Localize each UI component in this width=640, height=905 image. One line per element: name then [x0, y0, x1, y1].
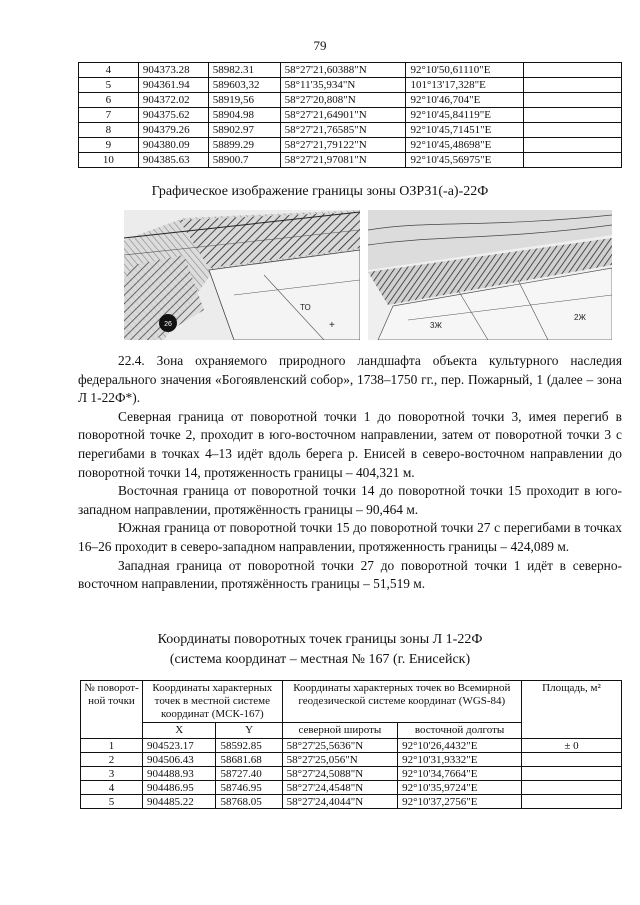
- table-cell: [522, 795, 622, 809]
- table-cell: 904361.94: [138, 78, 208, 93]
- paragraph: 22.4. Зона охраняемого природного ландшафта объекта культурного наследия федерального значения «Богоявленский собор», 1738–1750 гг., пер. Пожарный, 1 (далее – зона Л 1-22Ф*).: [78, 353, 622, 406]
- figure-caption: Графическое изображение границы зоны ОЗРЗ1(-а)-22Ф: [151, 184, 489, 199]
- svg-text:+: +: [329, 320, 335, 331]
- table-cell: 58592.85: [216, 739, 282, 753]
- table-cell: 904523.17: [143, 739, 216, 753]
- table-cell: 92°10'26,4432"E: [398, 739, 522, 753]
- table-cell: 92°10'45,48698"E: [406, 138, 524, 153]
- table-cell: 904373.28: [138, 63, 208, 78]
- table-cell: 904372.02: [138, 93, 208, 108]
- table-cell: 92°10'37,2756"E: [398, 795, 522, 809]
- table-cell: [524, 78, 622, 93]
- map-right-label-2: 2Ж: [574, 313, 586, 322]
- table-cell: 58982.31: [208, 63, 280, 78]
- table-cell: [524, 63, 622, 78]
- paragraph: Восточная граница от поворотной точки 14 до поворотной точки 15 проходит в юго-западном направлении, протяжённость границы – 90,464 м.: [78, 483, 622, 517]
- table-cell: [522, 781, 622, 795]
- table-cell: 58°27'25,5636"N: [282, 739, 397, 753]
- table-cell: [522, 767, 622, 781]
- table-cell: 58°27'24,5088"N: [282, 767, 397, 781]
- body-text: [78, 352, 622, 594]
- table-cell: [524, 123, 622, 138]
- table-cell: 4: [81, 781, 143, 795]
- table-cell: 58°27'21,64901"N: [280, 108, 406, 123]
- header-point-number: № поворот-ной точки: [81, 681, 143, 739]
- map-right-drawing: [368, 210, 612, 340]
- circle-marker-label: 26: [164, 321, 172, 328]
- table-cell: 92°10'45,71451"E: [406, 123, 524, 138]
- table-row: [79, 108, 622, 123]
- table-cell: 5: [81, 795, 143, 809]
- table-cell: 58°11'35,934"N: [280, 78, 406, 93]
- table-row: [79, 153, 622, 168]
- table-cell: [524, 93, 622, 108]
- table-cell: 92°10'45,56975"E: [406, 153, 524, 168]
- table-row: [79, 123, 622, 138]
- table-cell: 5: [79, 78, 139, 93]
- table-cell: 101°13'17,328"E: [406, 78, 524, 93]
- table-cell: [522, 753, 622, 767]
- paragraph: Западная граница от поворотной точки 27 до поворотной точки 1 идёт в северно-восточном направлении, протяжённость границы – 51,519 м.: [78, 557, 622, 592]
- header-longitude: восточной долготы: [398, 723, 522, 739]
- table-cell: 904485.22: [143, 795, 216, 809]
- coord-caption-line-2: (система координат – местная № 167 (г. Енисейск): [169, 652, 471, 667]
- table-row: [81, 753, 622, 767]
- table-cell: 58902.97: [208, 123, 280, 138]
- table-cell: 58°27'21,79122"N: [280, 138, 406, 153]
- table-row: [81, 795, 622, 809]
- coord-caption-line-1: Координаты поворотных точек границы зоны Л 1-22Ф: [157, 632, 483, 647]
- table-cell: 58919,56: [208, 93, 280, 108]
- header-latitude: северной широты: [282, 723, 397, 739]
- table-cell: 92°10'34,7664"E: [398, 767, 522, 781]
- table-cell: 904380.09: [138, 138, 208, 153]
- table-row: [79, 138, 622, 153]
- table-cell: 58°27'21,76585"N: [280, 123, 406, 138]
- table-cell: 92°10'50,61110"E: [406, 63, 524, 78]
- paragraph: Северная граница от поворотной точки 1 до поворотной точки 3, имея перегиб в поворотной точке 2, проходит в юго-восточном направлении, затем от поворотной точки 3 с перегибами в точках 4–13 идёт вдоль берега р. Енисей в северо-восточном направлении до поворотной точки 14, протяженность границы – 404,321 м.: [78, 408, 622, 480]
- table-cell: [524, 108, 622, 123]
- table-cell: 58°27'25,056"N: [282, 753, 397, 767]
- table-cell: 904385.63: [138, 153, 208, 168]
- header-area: Площадь, м²: [522, 681, 622, 739]
- map-right-label-1: 3Ж: [430, 321, 442, 330]
- header-y: Y: [216, 723, 282, 739]
- header-x: X: [143, 723, 216, 739]
- table-cell: 10: [79, 153, 139, 168]
- table-cell: 9: [79, 138, 139, 153]
- map-left-label: ТО: [300, 303, 311, 312]
- page-number: 79: [313, 38, 327, 53]
- table-cell: [524, 153, 622, 168]
- table-cell: 58900.7: [208, 153, 280, 168]
- table-cell: ± 0: [522, 739, 622, 753]
- table-cell: 2: [81, 753, 143, 767]
- table-cell: 904488.93: [143, 767, 216, 781]
- table-cell: 92°10'45,84119"E: [406, 108, 524, 123]
- table-cell: 58768.05: [216, 795, 282, 809]
- table-cell: 58°27'24,4044"N: [282, 795, 397, 809]
- map-image-left: [124, 210, 360, 340]
- table-cell: 6: [79, 93, 139, 108]
- table-cell: 589603,32: [208, 78, 280, 93]
- table-cell: 58°27'24,4548"N: [282, 781, 397, 795]
- table-cell: 58°27'21,60388"N: [280, 63, 406, 78]
- coordinates-table: [80, 680, 622, 809]
- map-image-right: [368, 210, 612, 340]
- table-cell: 92°10'31,9332"E: [398, 753, 522, 767]
- table-row: [81, 767, 622, 781]
- table-cell: 92°10'35,9724"E: [398, 781, 522, 795]
- table-row: [79, 63, 622, 78]
- map-left-drawing: [124, 210, 360, 340]
- header-wgs: Координаты характерных точек во Всемирной геодезической системе координат (WGS-84): [282, 681, 521, 723]
- table-cell: 3: [81, 767, 143, 781]
- table-cell: 58727.40: [216, 767, 282, 781]
- table-cell: 58°27'21,97081"N: [280, 153, 406, 168]
- table-cell: 4: [79, 63, 139, 78]
- coord-table-caption: [0, 630, 640, 670]
- table-cell: 58899.29: [208, 138, 280, 153]
- table-cell: 58681.68: [216, 753, 282, 767]
- top-coordinates-table: [78, 62, 622, 168]
- table-cell: 58°27'20,808"N: [280, 93, 406, 108]
- table-row: [81, 781, 622, 795]
- table-cell: 58746.95: [216, 781, 282, 795]
- header-msk: Координаты характерных точек в местной системе координат (МСК-167): [143, 681, 283, 723]
- table-cell: 7: [79, 108, 139, 123]
- paragraph: Южная граница от поворотной точки 15 до поворотной точки 27 с перегибами в точках 16–26 проходит в северо-западном направлении, протяженность границы – 424,089 м.: [78, 520, 622, 554]
- table-cell: 1: [81, 739, 143, 753]
- table-cell: 58904.98: [208, 108, 280, 123]
- table-row: [81, 739, 622, 753]
- table-cell: 8: [79, 123, 139, 138]
- table-row: [79, 78, 622, 93]
- table-cell: 904506.43: [143, 753, 216, 767]
- table-row: [79, 93, 622, 108]
- table-cell: 904375.62: [138, 108, 208, 123]
- table-cell: 904379.26: [138, 123, 208, 138]
- table-cell: 92°10'46,704"E: [406, 93, 524, 108]
- table-cell: 904486.95: [143, 781, 216, 795]
- map-figure: [124, 210, 612, 340]
- table-cell: [524, 138, 622, 153]
